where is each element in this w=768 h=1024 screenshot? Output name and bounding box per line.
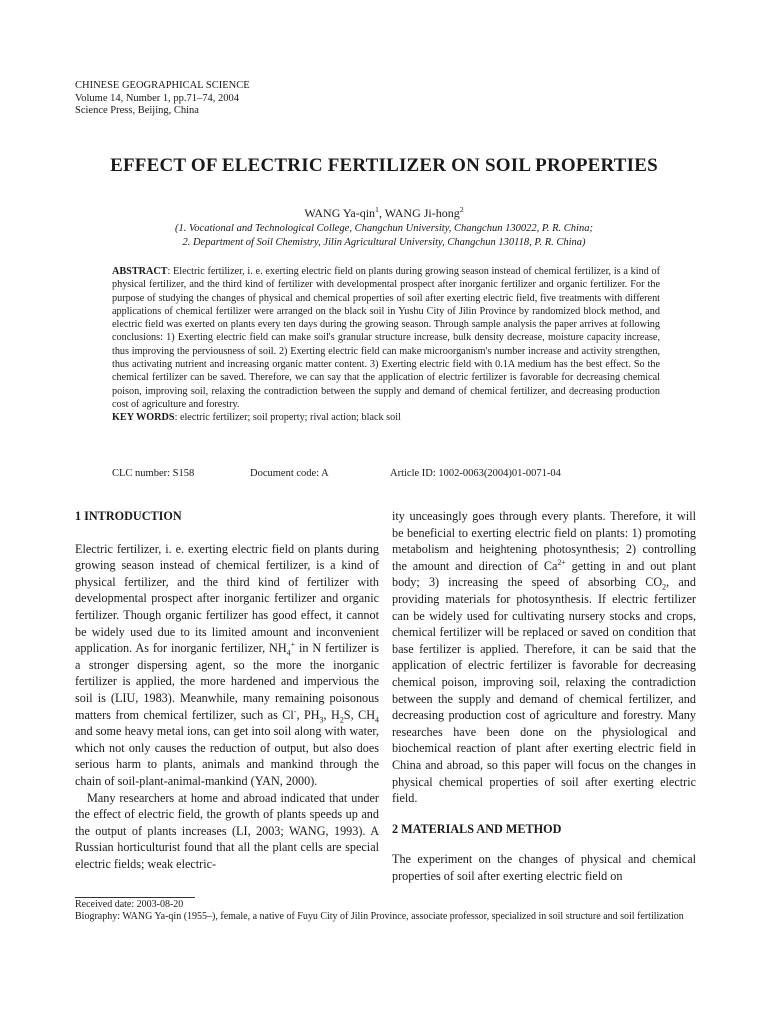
abstract-text: : Electric fertilizer, i. e. exerting electric field on plants during growing season instead of chemical fertilizer, is a kind of physical fertilizer, and the third kind of fertilizer with developmental prospect after inorganic fertilizer and organic fertilizer. For the purpose of studying the changes of physical and chemical properties of soil after exerting electric field, five treatments with different applications of chemical fertilizer were arranged on the black soil in Yushu City of Jilin Province by randomized block method, and electric field was exerted on plants every ten days during the growing season. Through sample analysis the paper arrives at following conclusions: 1) Exerting electric field can make soil's granular structure increase, bulk density decrease, moisture capacity increase, thus improving the perviousness of soil. 2) Exerting electric field can make microorganism's number increase and activity strengthen, thus activating nutrient and increasing organic matter content. 3) Exerting electric field with 0.1A medium has the best effect. So the chemical fertilizer can be saved. Therefore, we can say that the application of electric fertilizer is favorable for decreasing chemical poison, improving soil, relaxing the contradiction between the supply and demand of chemical fertilizer, and decreasing production cost of agriculture and forestry. [112,266,660,410]
journal-volume: Volume 14, Number 1, pp.71–74, 2004 [75,92,240,104]
author-1-affil-mark: 1 [375,205,379,214]
journal-publisher: Science Press, Beijing, China [75,105,199,116]
left-column [75,508,379,872]
author-1: WANG Ya-qin [304,206,376,220]
biography: Biography: WANG Ya-qin (1955–), female, a native of Fuyu City of Jilin Province, associate professor, specialized in soil structure and soil fertilization [75,911,684,922]
journal-header [75,80,250,118]
author-2-affil-mark: 2 [459,205,464,214]
keywords-text: : electric fertilizer; soil property; rival action; black soil [174,412,401,424]
paper-title: EFFECT OF ELECTRIC FERTILIZER ON SOIL PROPERTIES [110,155,658,176]
footnote-rule [75,897,195,898]
section-1-paragraph-3: ity unceasingly goes through every plants. Therefore, it will be beneficial to exerting electric field on plants: 1) promoting metabolism and heightening photosynthesis; 2) controlling the amount and direction of $Ca^{2+}$ getting in and out plant body; 3) increasing the speed of absorbing $CO_2$, and providing materials for photosynthesis. If electric fertilizer can be widely used for cultivating nursery stocks and crops, chemical fertilizer will be replaced or saved on condition that base fertilizer is applied. Therefore, it can be said that the application of electric fertilizer is favorable for decreasing chemical poison, improving soil, relaxing the contradiction between the supply and demand of chemical fertilizer, and decreasing production cost of agriculture and forestry. Many researches have been done on the physiological and biochemical reaction of plant after exerting electric field in China and abroad, so this paper will focus on the changes in physical chemical properties of soil after exerting electric field. [392,509,696,806]
author-2: WANG Ji-hong [384,206,460,220]
section-1-paragraph-1: Electric fertilizer, i. e. exerting electric field on plants during growing season instead of chemical fertilizer, is a kind of physical fertilizer, and the third kind of fertilizer with developmental prospect after inorganic fertilizer and organic fertilizer. Though organic fertilizer has good effect, it cannot be widely used due to its limited amount and inconvenient application. As for inorganic fertilizer, $NH_4^+$ in N fertilizer is a stronger dispersing agent, so the more the inorganic fertilizer is applied, the more hardened and impervious the soil is (LIU, 1983). Meanwhile, many remaining poisonous matters from chemical fertilizer, such as Cl-, $PH_3$, $H_2S$, $CH_4$ and some heavy metal ions, can get into soil along with water, which not only causes the reduction of output, but also does serious harm to plants, animals and mankind through the chain of soil-plant-animal-mankind (YAN, 2000). [75,541,379,788]
affiliation-1: (1. Vocational and Technological College, Changchun University, Changchun 130022, P. R. China; [175,223,593,234]
right-column [392,508,696,884]
received-date: Received date: 2003-08-20 [75,899,184,910]
footnote [75,899,697,923]
spacer [392,807,696,821]
journal-name: CHINESE GEOGRAPHICAL SCIENCE [75,80,250,91]
abstract-label: ABSTRACT [112,266,168,277]
abstract [112,265,660,425]
author-separator: , [378,206,385,220]
affiliation-2: 2. Department of Soil Chemistry, Jilin Agricultural University, Changchun 130118, P. R. China) [182,236,586,248]
section-2-paragraph-1: The experiment on the changes of physical and chemical properties of soil after exerting electric field on [392,852,696,883]
article-id: Article ID: 1002-0063(2004)01-0071-04 [390,468,561,479]
abstract-body [112,265,660,411]
spacer [392,837,696,851]
spacer [75,525,379,541]
affiliations [0,222,768,249]
authors [0,206,768,221]
keywords [112,411,660,424]
section-1-heading: 1 INTRODUCTION [75,509,182,523]
clc-number: CLC number: S158 [112,468,195,479]
section-2-heading: 2 MATERIALS AND METHOD [392,821,562,836]
document-code: Document code: A [250,468,329,479]
keywords-label: KEY WORDS [112,412,175,424]
section-1-paragraph-2: Many researchers at home and abroad indicated that under the effect of electric field, the growth of plants speeds up and the output of plants increases (LI, 2003; WANG, 1993). A Russian horticulturist found that all the plant cells are special electric fields; weak electric- [75,790,379,871]
